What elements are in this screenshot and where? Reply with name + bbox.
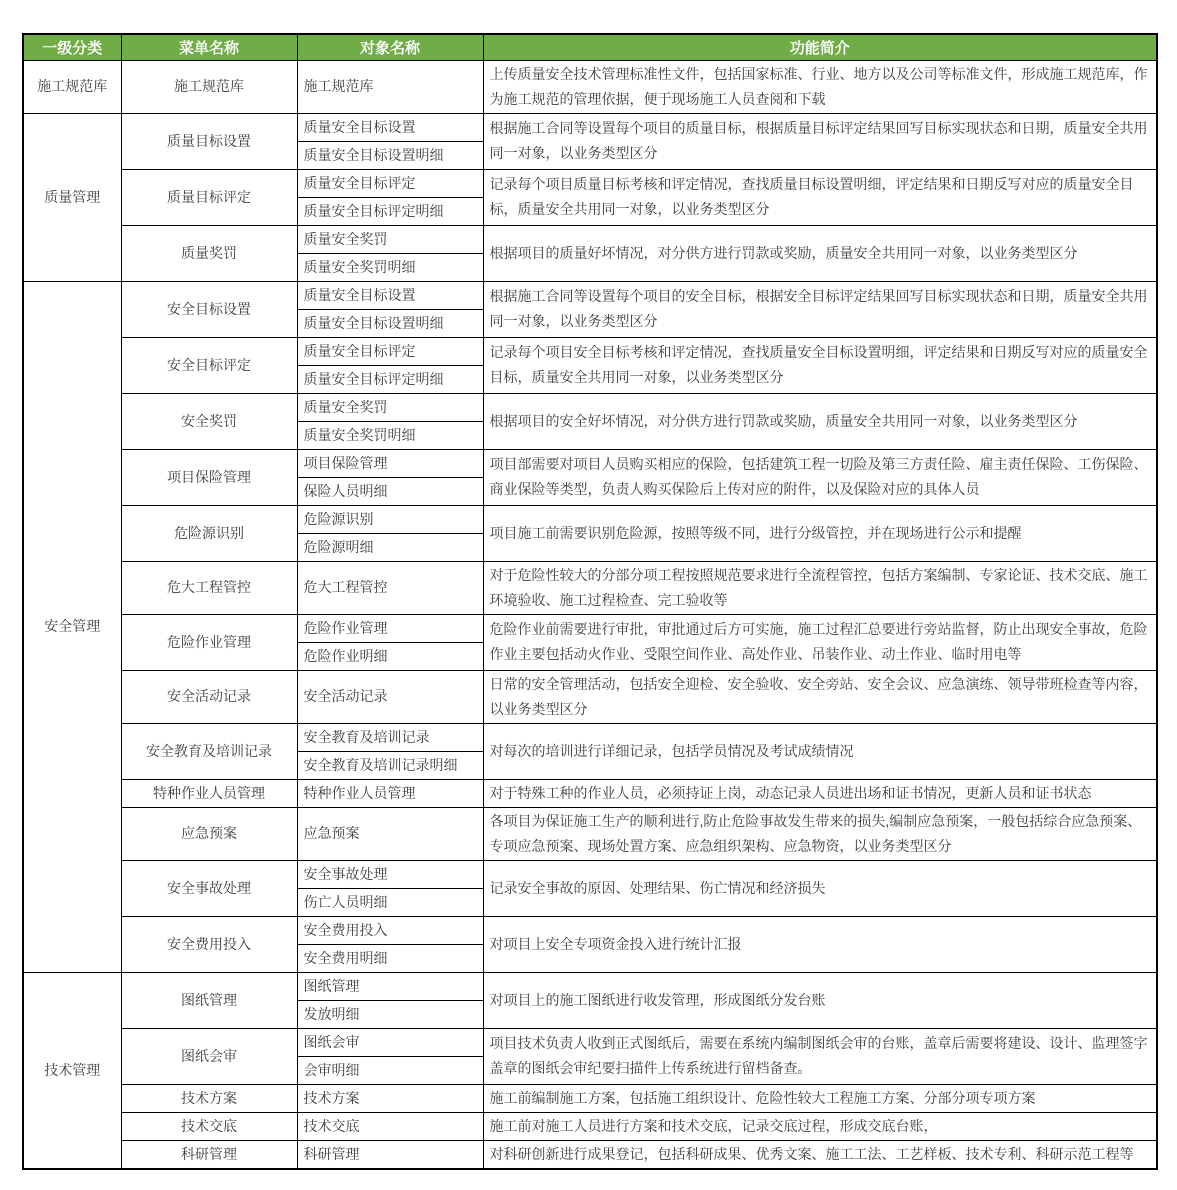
menu-name-cell: 施工规范库	[121, 60, 297, 113]
description-cell: 各项目为保证施工生产的顺利进行,防止危险事故发生带来的损失,编制应急预案，一般包括综合应急预案、专项应急预案、现场处置方案、应急组织架构、应急物资，以业务类型区分	[483, 807, 1157, 860]
description-cell: 上传质量安全技术管理标准性文件，包括国家标准、行业、地方以及公司等标准文件，形成施工规范库，作为施工规范的管理依据，便于现场施工人员查阅和下载	[483, 60, 1157, 113]
table-row	[23, 670, 1157, 723]
table-row	[23, 614, 1157, 642]
object-name-cell: 质量安全目标评定	[297, 169, 483, 197]
object-name-cell: 质量安全奖罚明细	[297, 253, 483, 281]
column-header-1: 菜单名称	[121, 34, 297, 60]
description-cell: 施工前编制施工方案，包括施工组织设计、危险性较大工程施工方案、分部分项专项方案	[483, 1084, 1157, 1112]
object-name-cell: 项目保险管理	[297, 449, 483, 477]
description-cell: 施工前对施工人员进行方案和技术交底，记录交底过程，形成交底台账，	[483, 1112, 1157, 1140]
menu-name-cell: 安全奖罚	[121, 393, 297, 449]
description-cell: 根据项目的质量好坏情况，对分供方进行罚款或奖励，质量安全共用同一对象，以业务类型区分	[483, 225, 1157, 281]
object-name-cell: 安全活动记录	[297, 670, 483, 723]
description-cell: 记录每个项目安全目标考核和评定情况，查找质量安全目标设置明细，评定结果和日期反写对应的质量安全目标，质量安全共用同一对象，以业务类型区分	[483, 337, 1157, 393]
object-name-cell: 科研管理	[297, 1140, 483, 1169]
object-name-cell: 会审明细	[297, 1056, 483, 1084]
table-row	[23, 169, 1157, 197]
object-name-cell: 危大工程管控	[297, 561, 483, 614]
object-name-cell: 图纸管理	[297, 972, 483, 1000]
table-row	[23, 113, 1157, 141]
menu-name-cell: 图纸管理	[121, 972, 297, 1028]
menu-name-cell: 特种作业人员管理	[121, 779, 297, 807]
menu-name-cell: 安全教育及培训记录	[121, 723, 297, 779]
object-name-cell: 安全教育及培训记录	[297, 723, 483, 751]
menu-name-cell: 质量目标设置	[121, 113, 297, 169]
description-cell: 对于特殊工种的作业人员，必须持证上岗，动态记录人员进出场和证书情况，更新人员和证书状态	[483, 779, 1157, 807]
object-name-cell: 危险源明细	[297, 533, 483, 561]
description-cell: 项目部需要对项目人员购买相应的保险，包括建筑工程一切险及第三方责任险、雇主责任保险、工伤保险、商业保险等类型，负责人购买保险后上传对应的附件，以及保险对应的具体人员	[483, 449, 1157, 505]
table-row	[23, 449, 1157, 477]
description-cell: 记录安全事故的原因、处理结果、伤亡情况和经济损失	[483, 860, 1157, 916]
menu-name-cell: 安全事故处理	[121, 860, 297, 916]
object-name-cell: 危险源识别	[297, 505, 483, 533]
object-name-cell: 质量安全目标评定明细	[297, 197, 483, 225]
object-name-cell: 技术交底	[297, 1112, 483, 1140]
column-header-2: 对象名称	[297, 34, 483, 60]
table-header-row	[23, 34, 1157, 60]
description-cell: 项目施工前需要识别危险源，按照等级不同，进行分级管控，并在现场进行公示和提醒	[483, 505, 1157, 561]
object-name-cell: 危险作业管理	[297, 614, 483, 642]
description-cell: 对项目上的施工图纸进行收发管理，形成图纸分发台账	[483, 972, 1157, 1028]
menu-name-cell: 技术方案	[121, 1084, 297, 1112]
menu-name-cell: 危险源识别	[121, 505, 297, 561]
menu-name-cell: 危险作业管理	[121, 614, 297, 670]
table-row	[23, 561, 1157, 614]
menu-name-cell: 危大工程管控	[121, 561, 297, 614]
object-name-cell: 质量安全目标评定明细	[297, 365, 483, 393]
object-name-cell: 危险作业明细	[297, 642, 483, 670]
menu-name-cell: 技术交底	[121, 1112, 297, 1140]
description-cell: 危险作业前需要进行审批，审批通过后方可实施，施工过程汇总要进行旁站监督，防止出现安全事故，危险作业主要包括动火作业、受限空间作业、高处作业、吊装作业、动土作业、临时用电等	[483, 614, 1157, 670]
object-name-cell: 特种作业人员管理	[297, 779, 483, 807]
description-cell: 根据项目的安全好坏情况，对分供方进行罚款或奖励，质量安全共用同一对象，以业务类型区分	[483, 393, 1157, 449]
object-name-cell: 质量安全目标设置	[297, 113, 483, 141]
menu-name-cell: 安全目标设置	[121, 281, 297, 337]
object-name-cell: 质量安全目标设置明细	[297, 309, 483, 337]
object-name-cell: 保险人员明细	[297, 477, 483, 505]
object-name-cell: 质量安全奖罚明细	[297, 421, 483, 449]
table-row	[23, 1028, 1157, 1056]
table-row	[23, 723, 1157, 751]
table-row	[23, 807, 1157, 860]
table-row	[23, 1084, 1157, 1112]
menu-name-cell: 科研管理	[121, 1140, 297, 1169]
menu-name-cell: 安全费用投入	[121, 916, 297, 972]
description-cell: 对科研创新进行成果登记，包括科研成果、优秀文案、施工工法、工艺样板、技术专利、科研示范工程等	[483, 1140, 1157, 1169]
object-name-cell: 质量安全奖罚	[297, 393, 483, 421]
table-row	[23, 860, 1157, 888]
function-spec-table	[22, 33, 1158, 1170]
table-row	[23, 281, 1157, 309]
table-row	[23, 779, 1157, 807]
description-cell: 对项目上安全专项资金投入进行统计汇报	[483, 916, 1157, 972]
table-row	[23, 916, 1157, 944]
object-name-cell: 技术方案	[297, 1084, 483, 1112]
description-cell: 项目技术负责人收到正式图纸后，需要在系统内编制图纸会审的台账，盖章后需要将建设、设计、监理签字盖章的图纸会审纪要扫描件上传系统进行留档备查。	[483, 1028, 1157, 1084]
table-row	[23, 393, 1157, 421]
table-row	[23, 60, 1157, 113]
table-row	[23, 972, 1157, 1000]
object-name-cell: 图纸会审	[297, 1028, 483, 1056]
description-cell: 日常的安全管理活动，包括安全迎检、安全验收、安全旁站、安全会议、应急演练、领导带班检查等内容，以业务类型区分	[483, 670, 1157, 723]
menu-name-cell: 图纸会审	[121, 1028, 297, 1084]
table-row	[23, 1140, 1157, 1169]
column-header-0: 一级分类	[23, 34, 121, 60]
table-row	[23, 505, 1157, 533]
menu-name-cell: 质量奖罚	[121, 225, 297, 281]
category-cell: 质量管理	[23, 113, 121, 281]
description-cell: 根据施工合同等设置每个项目的质量目标，根据质量目标评定结果回写目标实现状态和日期，质量安全共用同一对象，以业务类型区分	[483, 113, 1157, 169]
category-cell: 技术管理	[23, 972, 121, 1169]
description-cell: 对每次的培训进行详细记录，包括学员情况及考试成绩情况	[483, 723, 1157, 779]
menu-name-cell: 项目保险管理	[121, 449, 297, 505]
description-cell: 对于危险性较大的分部分项工程按照规范要求进行全流程管控，包括方案编制、专家论证、技术交底、施工环境验收、施工过程检查、完工验收等	[483, 561, 1157, 614]
object-name-cell: 安全费用投入	[297, 916, 483, 944]
object-name-cell: 质量安全目标设置明细	[297, 141, 483, 169]
object-name-cell: 质量安全目标设置	[297, 281, 483, 309]
table-row	[23, 225, 1157, 253]
table-row	[23, 337, 1157, 365]
column-header-3: 功能简介	[483, 34, 1157, 60]
object-name-cell: 安全事故处理	[297, 860, 483, 888]
object-name-cell: 安全教育及培训记录明细	[297, 751, 483, 779]
object-name-cell: 施工规范库	[297, 60, 483, 113]
menu-name-cell: 安全活动记录	[121, 670, 297, 723]
object-name-cell: 发放明细	[297, 1000, 483, 1028]
menu-name-cell: 质量目标评定	[121, 169, 297, 225]
object-name-cell: 质量安全目标评定	[297, 337, 483, 365]
table-row	[23, 1112, 1157, 1140]
object-name-cell: 安全费用明细	[297, 944, 483, 972]
object-name-cell: 伤亡人员明细	[297, 888, 483, 916]
category-cell: 安全管理	[23, 281, 121, 972]
description-cell: 根据施工合同等设置每个项目的安全目标，根据安全目标评定结果回写目标实现状态和日期，质量安全共用同一对象，以业务类型区分	[483, 281, 1157, 337]
category-cell: 施工规范库	[23, 60, 121, 113]
menu-name-cell: 安全目标评定	[121, 337, 297, 393]
description-cell: 记录每个项目质量目标考核和评定情况，查找质量目标设置明细，评定结果和日期反写对应的质量安全目标，质量安全共用同一对象，以业务类型区分	[483, 169, 1157, 225]
menu-name-cell: 应急预案	[121, 807, 297, 860]
object-name-cell: 应急预案	[297, 807, 483, 860]
object-name-cell: 质量安全奖罚	[297, 225, 483, 253]
